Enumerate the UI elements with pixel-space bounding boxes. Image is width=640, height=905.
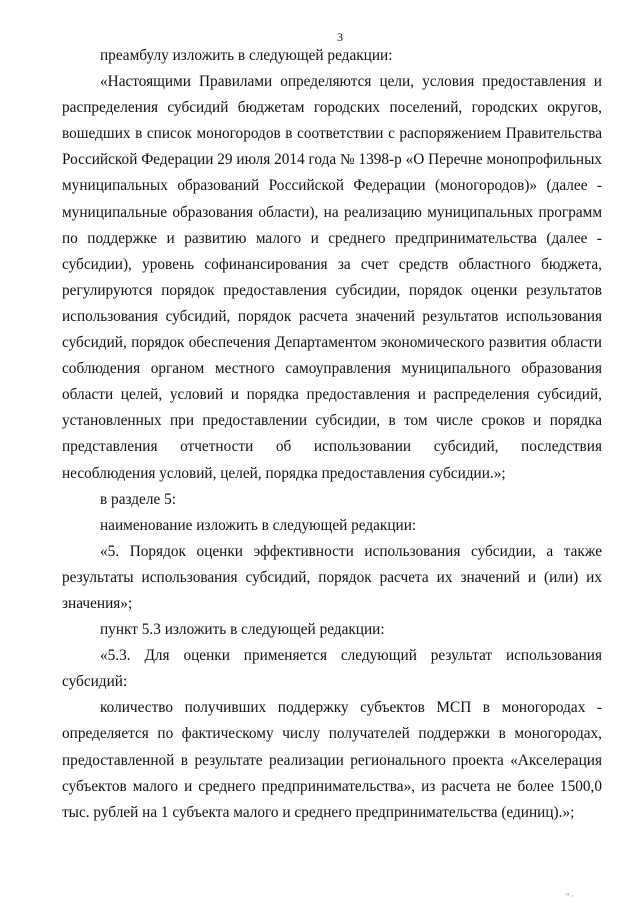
paragraph-point-5-3-instruction: пункт 5.3 изложить в следующей редакции: bbox=[100, 621, 385, 639]
paragraph-indicator: количество получивших поддержку субъектов МСП в моногородах - определяется по фактическому числу получателей поддержки в моногородах, предоставленной в результате реализации регионального проекта «Акселерация субъектов малого и среднего предпринимательства», из расчета не более 1500,0 тыс. рублей на 1 субъекта малого и среднего предпринимательства (единиц).»; bbox=[62, 699, 602, 821]
paragraph-point-5-3: «5.3. Для оценки применяется следующий результат использования субсидий: bbox=[62, 647, 602, 691]
document-body bbox=[62, 43, 602, 826]
paragraph-title-instruction: наименование изложить в следующей редакции: bbox=[100, 516, 417, 534]
paragraph-preamble-instruction: преамбулу изложить в следующей редакции: bbox=[100, 47, 393, 64]
paragraph-section-5-title: «5. Порядок оценки эффективности использования субсидии, а также результаты использования субсидий, порядок расчета их значений и (или) их значения»; bbox=[62, 542, 602, 612]
paragraph-preamble-text: «Настоящими Правилами определяются цели, условия предоставления и распределения субсидий бюджетам городских поселений, городских округов, вошедших в список моногородов в соответствии с распоряжением Правительства Российской Федерации 29 июля 2014 года № 1398-р «О Перечне монопрофильных муниципальных образований Российской Федерации (моногородов)» (далее - муниципальные образования области), на реализацию муниципальных программ по поддержке и развитию малого и среднего предпринимательства (далее - субсидии), уровень софинансирования за счет средств областного бюджета, регулируются порядок предоставления субсидии, порядок оценки результатов использования субсидий, порядок расчета значений результатов использования субсидий, порядок обеспечения Департаментом экономического развития области соблюдения органом местного самоуправления муниципального образования области целей, условий и порядка предоставления и распределения субсидий, установленных при предоставлении субсидии, в том числе сроков и порядка представления отчетности об использовании субсидий, последствия несоблюдения условий, целей, порядка предоставления субсидии.»; bbox=[62, 73, 602, 482]
page-number: 3 bbox=[337, 30, 343, 44]
paragraph-section-5: в разделе 5: bbox=[100, 490, 176, 508]
scan-artifact-mark: " · bbox=[566, 892, 574, 901]
